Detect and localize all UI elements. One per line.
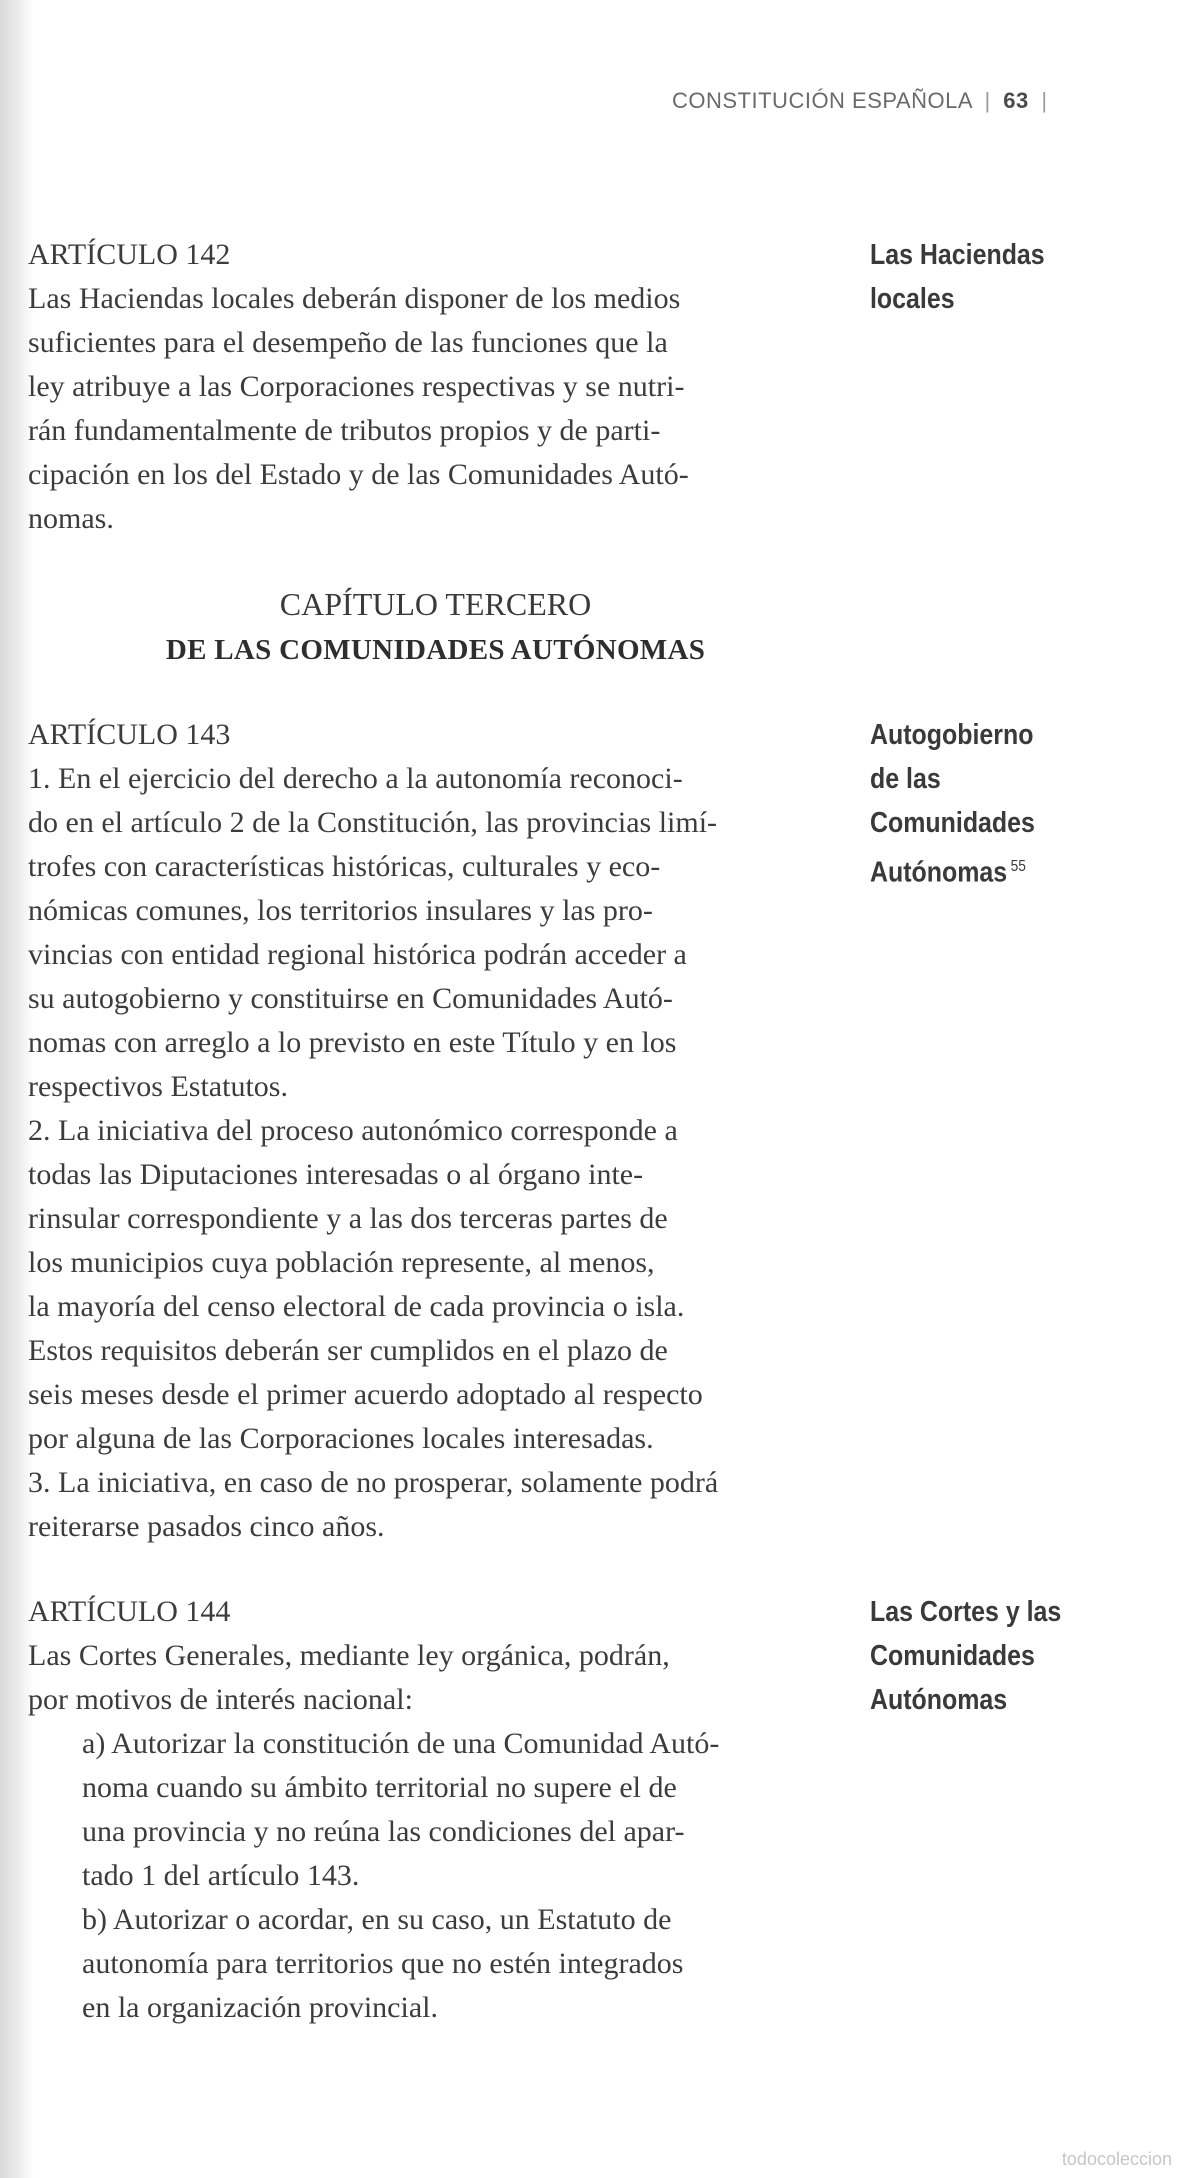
list-item-line: en la organización provincial. — [82, 1991, 438, 2024]
chapter-heading — [28, 581, 843, 673]
side-note-haciendas — [870, 233, 1145, 321]
side-note-line: locales — [870, 283, 955, 315]
header-separator-end: | — [1041, 88, 1048, 113]
text-line: vincias con entidad regional histórica podrán acceder a — [28, 938, 687, 971]
text-line: rán fundamentalmente de tributos propios y de parti- — [28, 414, 661, 447]
chapter-label: CAPÍTULO TERCERO — [279, 586, 592, 622]
article-143-body — [28, 757, 843, 1549]
text-line: do en el artículo 2 de la Constitución, las provincias limí- — [28, 806, 718, 839]
list-item-line: una provincia y no reúna las condiciones del apar- — [82, 1815, 685, 1848]
list-item-line: b) Autorizar o acordar, en su caso, un Estatuto de — [82, 1903, 672, 1936]
text-line: cipación en los del Estado y de las Comunidades Autó- — [28, 458, 689, 491]
text-line: nómicas comunes, los territorios insulares y las pro- — [28, 894, 653, 927]
side-note-line: Autónomas — [870, 1684, 1008, 1716]
text-line: por motivos de interés nacional: — [28, 1683, 413, 1716]
text-line: todas las Diputaciones interesadas o al órgano inte- — [28, 1158, 644, 1191]
side-note-line-with-footnote — [870, 845, 1145, 895]
text-line: suficientes para el desempeño de las funciones que la — [28, 326, 668, 359]
side-note-line: Comunidades — [870, 1640, 1035, 1672]
text-line: la mayoría del censo electoral de cada provincia o isla. — [28, 1290, 685, 1323]
article-142-title: ARTÍCULO 142 — [28, 238, 231, 271]
text-line: trofes con características históricas, culturales y eco- — [28, 850, 661, 883]
article-144-body — [28, 1634, 843, 2030]
text-line: reiterarse pasados cinco años. — [28, 1510, 385, 1543]
text-line: nomas con arreglo a lo previsto en este Título y en los — [28, 1026, 677, 1059]
side-note-autogobierno — [870, 713, 1145, 895]
text-line: 1. En el ejercicio del derecho a la autonomía reconoci- — [28, 762, 683, 795]
side-note-text: Autónomas — [870, 856, 1008, 889]
text-line: por alguna de las Corporaciones locales interesadas. — [28, 1422, 654, 1455]
text-line: respectivos Estatutos. — [28, 1070, 288, 1103]
list-item-line: noma cuando su ámbito territorial no supere el de — [82, 1771, 677, 1804]
text-line: nomas. — [28, 502, 114, 535]
text-line: los municipios cuya población represente, al menos, — [28, 1246, 655, 1279]
side-note-cortes — [870, 1590, 1145, 1722]
list-item-line: autonomía para territorios que no estén integrados — [82, 1947, 684, 1980]
side-note-line: Autogobierno — [870, 719, 1034, 751]
article-144 — [28, 1590, 843, 2030]
side-note-line: Comunidades — [870, 807, 1035, 839]
text-line: ley atribuye a las Corporaciones respectivas y se nutri- — [28, 370, 685, 403]
text-line: seis meses desde el primer acuerdo adoptado al respecto — [28, 1378, 703, 1411]
text-line: 3. La iniciativa, en caso de no prosperar, solamente podrá — [28, 1466, 719, 1499]
text-line: rinsular correspondiente y a las dos terceras partes de — [28, 1202, 668, 1235]
article-142-body — [28, 277, 843, 541]
side-note-line: Las Cortes y las — [870, 1596, 1062, 1628]
list-item-line: tado 1 del artículo 143. — [82, 1859, 360, 1892]
text-line: Las Cortes Generales, mediante ley orgánica, podrán, — [28, 1639, 670, 1672]
side-note-line: Las Haciendas — [870, 239, 1045, 271]
text-line: Estos requisitos deberán ser cumplidos en el plazo de — [28, 1334, 668, 1367]
side-note-line: de las — [870, 763, 941, 795]
article-143-title: ARTÍCULO 143 — [28, 718, 231, 751]
page-number: 63 — [1003, 88, 1029, 113]
article-144-title: ARTÍCULO 144 — [28, 1595, 231, 1628]
chapter-title: DE LAS COMUNIDADES AUTÓNOMAS — [165, 634, 706, 666]
article-142 — [28, 233, 843, 541]
text-line: su autogobierno y constituirse en Comunidades Autó- — [28, 982, 673, 1015]
article-143 — [28, 713, 843, 1549]
text-line: Las Haciendas locales deberán disponer de los medios — [28, 282, 681, 315]
text-line: 2. La iniciativa del proceso autonómico corresponde a — [28, 1114, 678, 1147]
watermark: todocoleccion — [1061, 2149, 1172, 2169]
running-header — [672, 88, 1092, 114]
footnote-ref: 55 — [1010, 858, 1026, 875]
header-separator: | — [984, 88, 991, 113]
running-title: CONSTITUCIÓN ESPAÑOLA — [672, 88, 972, 113]
list-item-line: a) Autorizar la constitución de una Comunidad Autó- — [82, 1727, 720, 1760]
